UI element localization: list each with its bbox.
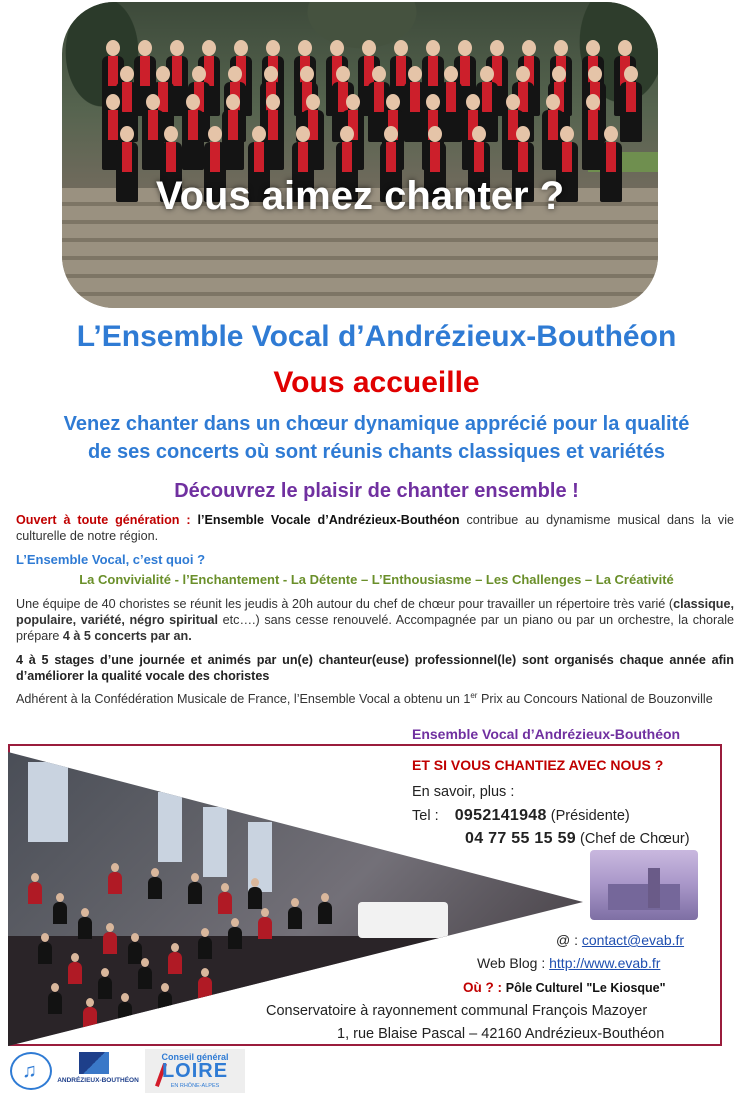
place-name: Pôle Culturel "Le Kiosque" [505,981,666,995]
en-savoir: En savoir, plus : [412,784,515,800]
andrezieux-logo-text: ANDRÉZIEUX-BOUTHÉON [57,1077,139,1084]
music-logo [10,1052,52,1090]
prix-paragraph [16,688,734,707]
castle-tower [648,868,660,908]
piano [358,902,448,938]
tel-line-2 [465,830,690,848]
andrezieux-logo [57,1052,139,1092]
equipe-text-c: etc….) sans cesse renouvelé. Accompagnée par un piano ou par un orchestre, la chorale prépare [16,613,734,643]
equipe-concerts: 4 à 5 concerts par an. [62,629,192,643]
rehearsal-singer [248,887,262,909]
ou-line [463,980,666,995]
rehearsal-singer [318,902,332,924]
signature: Ensemble Vocal d’Andrézieux-Bouthéon [412,726,681,742]
castle-photo [590,850,698,920]
andrezieux-mark-icon [79,1052,109,1074]
castle-wall [608,884,680,910]
rehearsal-singer [38,942,52,964]
choir-singer [182,94,204,170]
equipe-text-a: Une équipe de 40 choristes se réunit les jeudis à 20h autour du chef de chœur pour travailler un répertoire très varié ( [16,597,674,611]
rehearsal-singer [218,892,232,914]
tel-line-1 [412,807,630,825]
rehearsal-singer [108,872,122,894]
rehearsal-singer [168,952,182,974]
rehearsal-singer [288,907,302,929]
accueille-heading: Vous accueille [273,366,480,399]
rehearsal-singer [138,967,152,989]
conservatoire-line: Conservatoire à rayonnement communal François Mazoyer [266,1003,648,1019]
ensemble-heading: L’Ensemble Vocal d’Andrézieux-Bouthéon [76,320,677,353]
blog-link[interactable]: http://www.evab.fr [549,955,661,971]
rehearsal-singer [228,927,242,949]
intro-rest: contribue au dynamisme musical dans la vie culturelle de notre région. [16,513,735,543]
hero-photo [62,2,658,308]
music-note-icon: ♫ [22,1060,37,1082]
tel-chef[interactable]: 04 77 55 15 59 [465,830,576,847]
question-heading: L’Ensemble Vocal, c’est quoi ? [16,552,206,567]
rehearsal-singer [78,917,92,939]
stages-paragraph: 4 à 5 stages d’une journée et animés par un(e) chanteur(euse) professionnel(le) sont organisés chaque année afin d’améliorer la qualité vocale des choristes [16,653,734,683]
window [158,792,182,862]
hero-title: Vous aimez chanter ? [155,174,565,218]
equipe-paragraph [16,596,734,644]
venez-line-2: de ses concerts où sont réunis chants classiques et variétés [88,441,665,463]
blog-label: Web Blog : [477,955,546,971]
prix-text-b: Prix au Concours National de Bouzonville [477,692,713,707]
equipe-genres: classique, populaire, variété, négro spiritual [16,597,734,627]
ou-label: Où ? : [463,980,502,995]
rehearsal-singer [103,932,117,954]
rehearsal-singer [48,992,62,1014]
venez-heading [20,410,733,466]
intro-lead: Ouvert à toute génération : [16,513,191,527]
rehearsal-singer [258,917,272,939]
tel-chef-role: (Chef de Chœur) [580,831,690,847]
loire-text: LOIRE [161,1060,229,1082]
choir-singer [620,66,642,142]
decouvrez-heading: Découvrez le plaisir de chanter ensemble ! [174,480,579,502]
venez-line-1: Venez chanter dans un chœur dynamique apprécié pour la qualité [63,413,690,435]
rehearsal-singer [198,937,212,959]
cg-text: Conseil général [161,1052,229,1062]
email-link[interactable]: contact@evab.fr [581,932,685,948]
rehearsal-singer [128,942,142,964]
intro-paragraph [16,512,734,544]
rehearsal-singer [28,882,42,904]
rehearsal-singer [68,962,82,984]
email-label: @ : [556,932,578,948]
rehearsal-singer [188,882,202,904]
tel-presidente-role: (Présidente) [550,808,630,824]
intro-ensemble: l’Ensemble Vocale d’Andrézieux-Bouthéon [197,513,460,527]
rehearsal-singer [98,977,112,999]
et-si-heading: ET SI VOUS CHANTIEZ AVEC NOUS ? [412,757,664,773]
region-text: EN RHÔNE-ALPES [170,1083,220,1089]
address-line: 1, rue Blaise Pascal – 42160 Andrézieux-Bouthéon [337,1026,665,1042]
prix-text-a: Adhérent à la Confédération Musicale de France, l’Ensemble Vocal a obtenu un 1 [16,692,471,707]
loire-logo [145,1049,245,1093]
prix-sup: er [470,691,478,700]
rehearsal-singer [148,877,162,899]
tel-label: Tel : [412,808,439,824]
window [28,762,68,842]
rehearsal-singer [53,902,67,924]
values-line: La Convivialité - l’Enchantement - La Détente – L’Enthousiasme – Les Challenges – La Créativité [79,572,674,587]
blog-line [477,955,660,971]
window [203,807,227,877]
tel-presidente[interactable]: 0952141948 [454,807,547,824]
email-line [556,932,684,948]
